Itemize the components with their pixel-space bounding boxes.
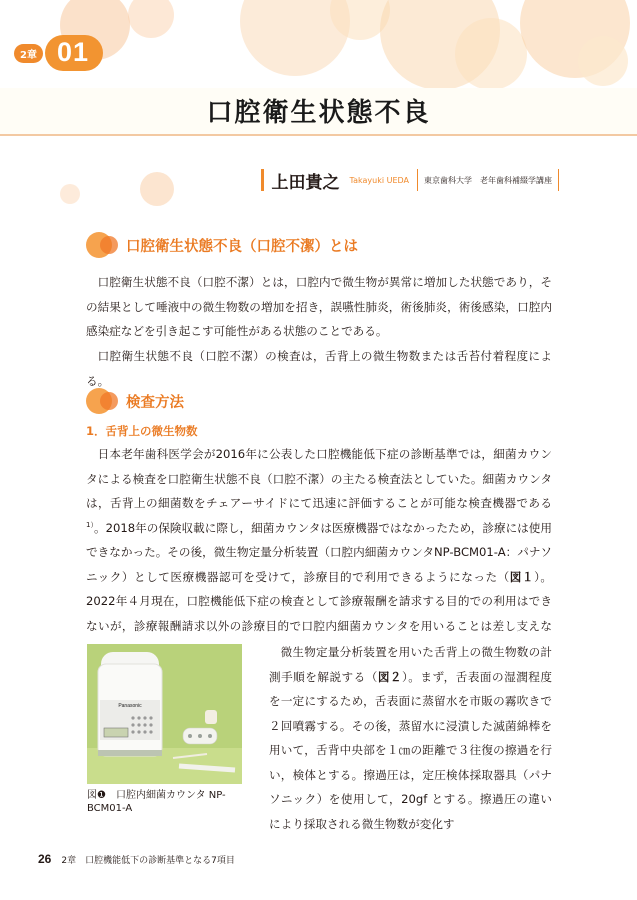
section-heading-definition — [86, 232, 358, 258]
device-illustration — [87, 644, 242, 784]
figure-ref: 図１ — [509, 569, 535, 584]
author-block — [261, 168, 559, 192]
author-affiliation: 東京歯科大学 老年歯科補綴学講座 — [424, 175, 552, 185]
running-head: 2章 口腔機能低下の診断基準となる7項目 — [61, 856, 235, 866]
device-brand: Panasonic — [118, 703, 142, 709]
figure-ref: 図２ — [377, 669, 403, 684]
paragraph-text: ）。まず，舌表面の湿潤程度を一定にするため，舌表面に蒸留水を市販の霧吹きで２回噴霧する。その後，蒸留水に浸漬した滅菌綿棒を用いて，舌背中央部を１㎝の距離で３往復の擦過を行い，検体とする。擦過圧は，定圧検体採取器具（パナソニック）を使用して，20gf とする。擦過圧の違いにより採取される微生物数が変化す — [269, 669, 552, 831]
body-paragraph — [269, 640, 552, 836]
subheading: 1．舌背上の微生物数 — [86, 424, 198, 438]
body-paragraph: 口腔衛生状態不良（口腔不潔）とは，口腔内で微生物が異常に増加した状態であり，その結果として唾液中の微生物数の増加を招き，誤嚥性肺炎，術後肺炎，術後感染，口腔内感染症などを引き起こす可能性がある状態のことである。 — [86, 275, 552, 338]
figure-caption: 図❶ 口腔内細菌カウンタ NP-BCM01-A — [87, 790, 226, 814]
chapter-number: 01 — [45, 35, 103, 71]
paragraph-text: 微生物定量分析装置を用いた舌背上の微生物数の計測手順を解説する（ — [269, 645, 552, 684]
author-name-roman: Takayuki UEDA — [349, 175, 409, 185]
heading-circle-icon — [86, 232, 122, 258]
figure-device-photo — [87, 644, 242, 784]
citation-ref: 1） — [86, 520, 94, 529]
section-heading-text: 検査方法 — [126, 394, 184, 411]
page-footer — [38, 852, 235, 866]
paragraph-text: 日本老年歯科医学会が2016年に公表した口腔機能低下症の診断基準では，細菌カウンタによる検査を口腔衛生状態不良（口腔不潔）の主たる検査法としていた。細菌カウンタは，舌背上の細菌数をチェアーサイドにて迅速に評価することが可能な検査機器である — [86, 447, 552, 510]
paragraph-text: 。2018年の保険収載に際し，細菌カウンタは医療機器ではなかったため，診療には使用できなかった。その後，微生物定量分析装置（口腔内細菌カウンタNP-BCM01-A：パナソニック）として医療機器認可を受けて，診療目的で利用できるようになった（ — [86, 520, 552, 584]
section-heading-methods — [86, 388, 184, 414]
author-name: 上田貴之 — [271, 172, 340, 193]
section-heading-text: 口腔衛生状態不良（口腔不潔）とは — [126, 238, 358, 255]
page-number: 26 — [38, 852, 52, 866]
paragraph-text: ）。2022年４月現在，口腔機能低下症の検査として診療報酬を請求する目的での利用はできないが，診療報酬請求以外の診療目的で口腔内細菌カウンタを用いることは差し支えな — [86, 569, 552, 633]
author-end-divider — [558, 169, 559, 191]
body-paragraph: 口腔衛生状態不良（口腔不潔）の検査は，舌背上の微生物数または舌苔付着程度による。 — [86, 349, 552, 388]
heading-circle-icon — [86, 388, 122, 414]
author-accent-bar — [261, 169, 264, 191]
chapter-badge — [14, 30, 103, 76]
body-paragraph — [86, 442, 552, 663]
page-title: 口腔衛生状態不良 — [206, 98, 431, 128]
chapter-label: 2章 — [14, 44, 43, 63]
author-divider — [417, 169, 418, 191]
